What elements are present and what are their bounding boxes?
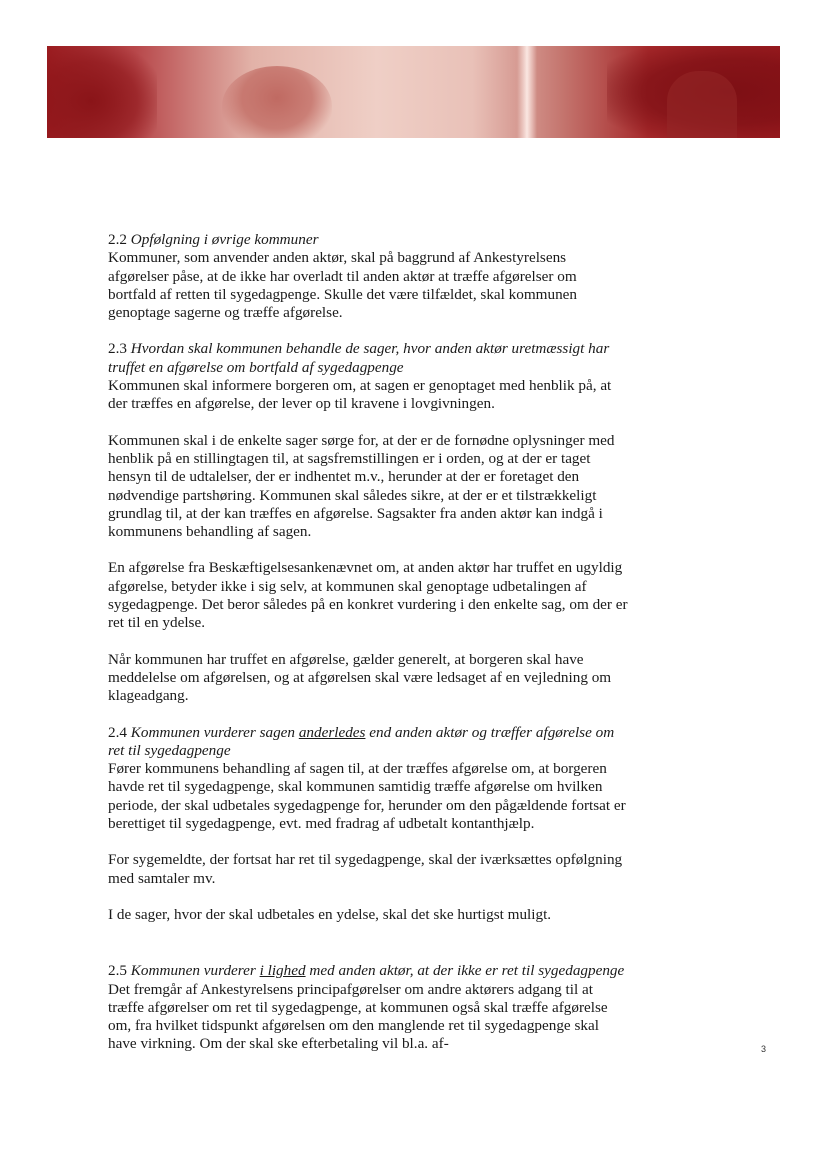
section-heading-2-3: 2.3 Hvordan skal kommunen behandle de sager, hvor anden aktør uretmæssigt har truffet en afgørelse om bortfald af sygedagpenge	[108, 340, 610, 376]
section-2-3-paragraph-4: Når kommunen har truffet en afgørelse, gælder generelt, at borgeren skal have meddelelse om afgørelsen, og at afgørelsen skal være ledsaget af en vejledning om klageadgang.	[108, 650, 612, 705]
banner-figure-head	[222, 66, 332, 138]
section-2-3-paragraph-3: En afgørelse fra Beskæftigelsesankenævnet om, at anden aktør har truffet en ugyldig afgørelse, betyder ikke i sig selv, at kommunen skal genoptage udbetalingen af sygedagpenge. Det beror således på en konkret vurdering i den enkelte sag, om der er ret til en ydelse.	[108, 559, 628, 632]
section-heading-2-4: 2.4 Kommunen vurderer sagen anderledes end anden aktør og træffer afgørelse om ret til sygedagpenge	[108, 723, 615, 759]
section-2-5-paragraph-1: Det fremgår af Ankestyrelsens principafgørelser om andre aktørers adgang til at træffe afgørelser om ret til sygedagpenge, at kommunen også skal træffe afgørelse om, fra hvilket tidspunkt afgørelsen om den manglende ret til sygedagpenge skal have virkning. Om der skal ske efterbetaling vil bl.a. af-	[108, 980, 608, 1053]
section-2-4-paragraph-2: For sygemeldte, der fortsat har ret til sygedagpenge, skal der iværksættes opfølgning med samtaler mv.	[108, 851, 623, 887]
section-heading-2-5: 2.5 Kommunen vurderer i lighed med anden aktør, at der ikke er ret til sygedagpenge	[108, 962, 625, 980]
header-banner-photo	[47, 46, 780, 138]
section-2-3-paragraph-2: Kommunen skal i de enkelte sager sørge for, at der er de fornødne oplysninger med henblik på en stillingtagen til, at sagsfremstillingen er i orden, og at der er taget hensyn til de udtalelser, der er indhentet m.v., herunder at der er foretaget den nødvendige partshøring. Kommunen skal således sikre, at der er et tilstrækkeligt grundlag til, at der kan træffes en afgørelse. Sagsakter fra anden aktør kan indgå i kommunens behandling af sagen.	[108, 431, 615, 541]
section-2-2-paragraph: Kommuner, som anvender anden aktør, skal på baggrund af Ankestyrelsens afgørelser påse, at de ikke har overladt til anden aktør at træffe afgørelser om bortfald af retten til sygedagpenge. Skulle det være tilfældet, skal kommunen genoptage sagerne og træffe afgørelse.	[108, 249, 578, 322]
section-2-3-paragraph-1: Kommunen skal informere borgeren om, at sagen er genoptaget med henblik på, at der træffes en afgørelse, der lever op til kravene i lovgivningen.	[108, 377, 612, 413]
document-body	[108, 231, 628, 1054]
section-2-4-paragraph-3: I de sager, hvor der skal udbetales en ydelse, skal det ske hurtigst muligt.	[108, 905, 552, 923]
banner-figure-left	[47, 46, 157, 138]
page-number: 3	[761, 1044, 767, 1054]
section-2-4-paragraph-1: Fører kommunens behandling af sagen til, at der træffes afgørelse om, at borgeren havde ret til sygedagpenge, skal kommunen samtidig træffe afgørelse om hvilken periode, der skal udbetales sygedagpenge for, herunder om den pågældende fortsat er berettiget til sygedagpenge, evt. med fradrag af udbetalt kontanthjælp.	[108, 760, 626, 833]
banner-light-streak	[517, 46, 537, 138]
banner-figure-right-head	[667, 71, 737, 138]
section-heading-2-2: 2.2 Opfølgning i øvrige kommuner	[108, 231, 319, 248]
